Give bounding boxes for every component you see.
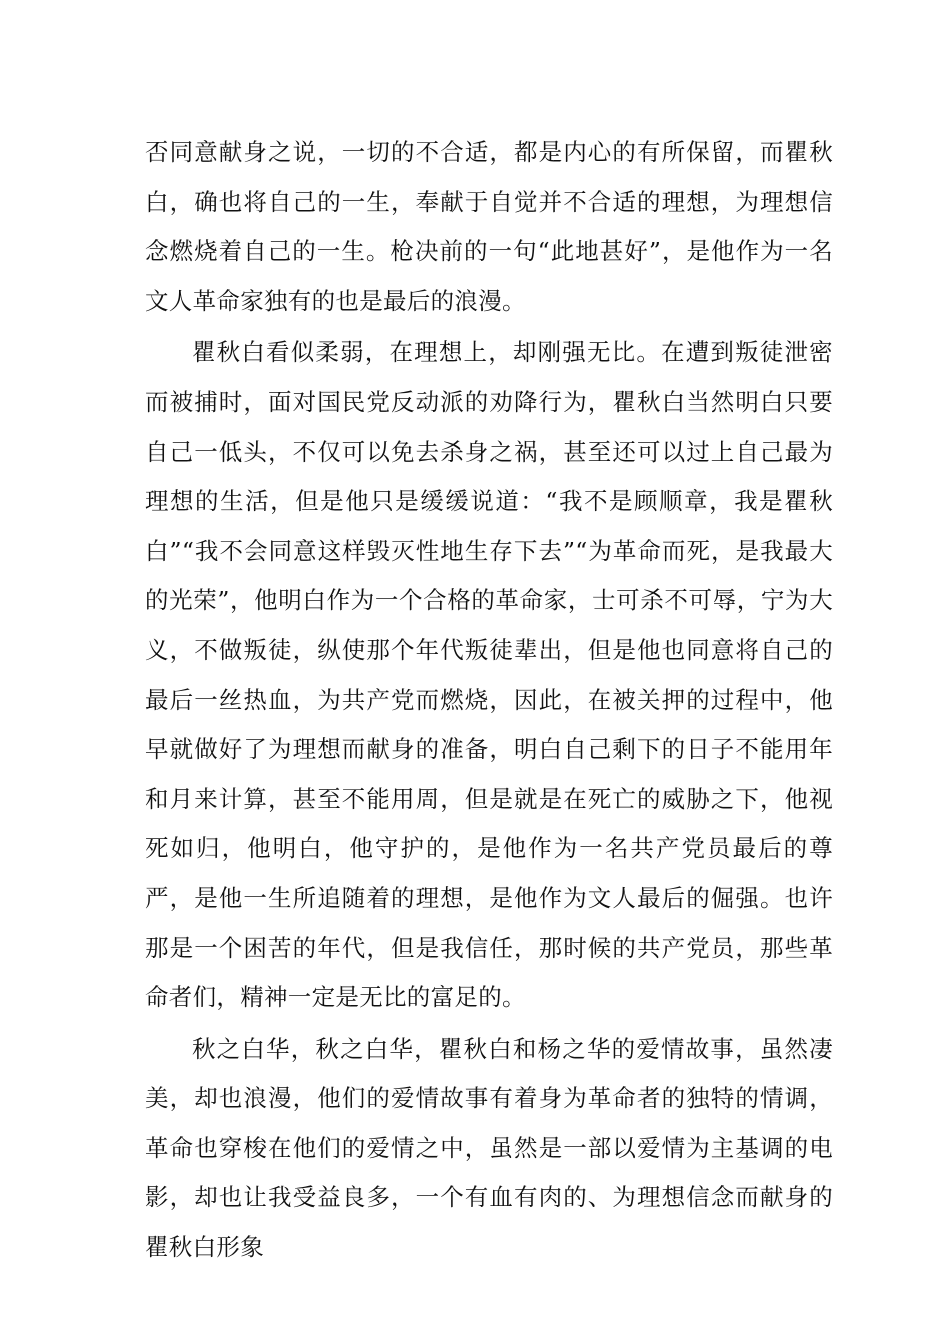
paragraph-qiubai-resolve: 瞿秋白看似柔弱，在理想上，却刚强无比。在遭到叛徒泄密而被捕时，面对国民党反动派的劝降行为，瞿秋白当然明白只要自己一低头，不仅可以免去杀身之祸，甚至还可以过上自己最为理想的生活，但是他只是缓缓说道：“我不是顾顺章，我是瞿秋白”“我不会同意这样毁灭性地生存下去”“为革命而死，是我最大的光荣”，他明白作为一个合格的革命家，士可杀不可辱，宁为大义，不做叛徒，纵使那个年代叛徒辈出，但是他也同意将自己的最后一丝热血，为共产党而燃烧，因此，在被关押的过程中，他早就做好了为理想而献身的准备，明白自己剩下的日子不能用年和月来计算，甚至不能用周，但是就是在死亡的威胁之下，他视死如归，他明白，他守护的，是他作为一名共产党员最后的尊严，是他一生所追随着的理想，是他作为文人最后的倔强。也许那是一个困苦的年代，但是我信任，那时候的共产党员，那些革命者们，精神一定是无比的富足的。 — [145, 338, 833, 1012]
paragraph-continuation: 否同意献身之说，一切的不合适，都是内心的有所保留，而瞿秋白，确也将自己的一生，奉献于自觉并不合适的理想，为理想信念燃烧着自己的一生。枪决前的一句“此地甚好”，是他作为一名文人革命家独有的也是最后的浪漫。 — [145, 138, 833, 315]
paragraph-love-story: 秋之白华，秋之白华，瞿秋白和杨之华的爱情故事，虽然凄美，却也浪漫，他们的爱情故事有着身为革命者的独特的情调，革命也穿梭在他们的爱情之中，虽然是一部以爱情为主基调的电影，却也让我受益良多，一个有血有肉的、为理想信念而献身的瞿秋白形象 — [145, 1034, 833, 1262]
document-body — [145, 128, 833, 1275]
